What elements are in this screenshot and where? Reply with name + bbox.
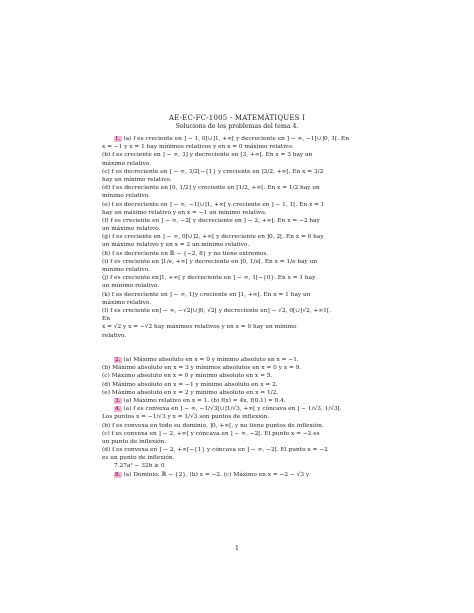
problem-1-line: mínimo relativo. [102,267,150,273]
problem-1-line: x = √2 y x = −√2 hay máximos relativos y en x = 0 hay un mínimo [102,324,297,331]
problem-2-line: (d) Máximo absoluto en x = −1 y mínimo absoluto en x = 2. [102,381,278,388]
problem-1-line: (k) f es decreciente en ] − ∞, 1[y creciente en ]1, +∞[. En x = 1 hay un [102,291,311,298]
problem-2-number: 2. [115,357,121,363]
problem-1-line: (l) f es creciente en] − ∞, −√2[∪]0, √2[ y decreciente en] − √2, 0[∪]√2, +∞1[. [102,307,331,314]
problem-1-number: 1. [115,136,121,142]
problem-1-line: un máximo relativo y en x = 2 un mínimo relativo. [102,242,250,249]
problem-1-line: (b) f es creciente en ] − ∞, 3] y decreciente en [3, +∞[. En x = 3 hay un [102,152,313,159]
problem-4-line: (c) f es convexa en ] − 2, +∞[ y cóncava en ] − ∞, −2[. El punto x = −2 es [102,430,320,437]
problem-2-line: (c) Máximo absoluto en x = 0 y mínimo absoluto en x = 5. [102,373,273,380]
problem-4-line: (b) f es convexa en todo su dominio, ]0, +∞[, y no tiene puntos de inflexión. [102,422,324,429]
problem-2-line: 2. (a) Máximo absoluto en x = 0 y mínimo absoluto en x = −1. [115,357,299,363]
problem-1-line: (h) f es decreciente en ℝ − {−2, 8} y no tiene extremos. [102,250,269,257]
problem-1-line: (i) f es creciente en ]1/e, +∞[ y decreciente en ]0, 1/e[. En x = 1/e hay un [102,258,318,265]
problem-4-number: 4. [115,406,121,413]
problem-1 [102,135,374,340]
problem-4-line: (d) f es convexa en ] − 2, +∞[−{1} y cóncava en ] − ∞, −2[. El punto x = −2 [102,447,328,454]
problem-1-line: mínimo relativo. [102,193,150,200]
problem-1-line: máximo relativo. [102,299,152,306]
problem-1-line: x = −1 y x = 1 hay mínimos relativos y en x = 0 máximo relativo. [102,144,294,151]
problem-4-line: 4. (a) f es convexa en ] − ∞, −1/√3[∪]1/√3, +∞[ y cóncava en ] − 1/√3, 1/√3[. [115,406,342,413]
problem-3-number: 3. [115,397,121,404]
problem-4-line: Los puntos x = −1/√3 y x = 1/√3 son puntos de inflexión. [102,414,270,421]
problem-1-line: (j) f es creciente en]1, +∞[ y decreciente en ] − ∞, 1[−{0}. En x = 1 hay [102,275,316,282]
problem-2-line: (e) Máximo absoluto en x = 2 y mínimo absoluto en x = 1/2. [102,389,279,396]
problem-4-line: un punto de inflexión. [102,438,167,445]
inequality-line: 7.27a² − 32b ≥ 0 [114,463,165,470]
problem-1-line: hay un máximo relativo y en x = −1 un mínimo relativo. [102,209,267,216]
problem-8-line: 8. (a) Dominio: ℝ − {2}. (b) x = −2. (c) Máximo en x = −2 − √3 y [115,471,310,478]
problem-1-line: (d) f es decreciente en [0, 1/2] y creciente en [1/2, +∞[. En x = 1/2 hay un [102,185,320,192]
problem-2 [102,356,374,479]
problem-1-line: un mínimo relativo. [102,283,160,290]
document-subtitle: Solucions de los problemas del tema 4. [175,123,299,130]
problem-2-line: (b) Máximo absoluto en x = 3 y mínimos absolutos en x = 0 y x = 9. [102,365,302,372]
problem-1-line: En [102,316,110,323]
problem-8-number: 8. [115,471,121,478]
problem-1-line: un máximo relativo. [102,226,161,233]
problem-1-line: (g) f es creciente en ] − ∞, 0[∪]2, +∞[ y decreciente en ]0, 2[. En x = 0 hay [102,234,324,241]
problem-3-line: 3. (a) Máximo relativo en x = 1. (b) f(x) ≃ 4x, f(0.1) ≃ 0.4. [115,397,286,404]
problem-1-line: 1. (a) f es creciente en ] − 1, 0[∪]1, +∞[ y decreciente en ] − ∞, −1[∪]0, 1[. En [115,136,349,142]
problem-1-line: hay un mínimo relativo. [102,176,172,183]
problem-1-line: (f) f es creciente en ] − ∞, −2[ y decreciente en ] − 2, +∞[. En x = −2 hay [102,217,320,224]
problem-1-line: máximo relativo. [102,160,152,167]
page-number: 1 [235,545,239,552]
problem-1-line: (e) f es decreciente en ] − ∞, −1[∪]1, +∞[ y creciente en ] − 1, 1[. En x = 1 [102,201,325,208]
document-title: AE-EC-FC-1005 - MATEMÀTIQUES I [168,114,306,122]
problem-1-line: relativo. [102,332,127,339]
problem-4-line: es un punto de inflexión. [102,455,175,462]
problem-1-line: (c) f es decreciente en ] − ∞, 3/2[−{1} y creciente en ]3/2, +∞[. En x = 3/2 [102,168,324,175]
